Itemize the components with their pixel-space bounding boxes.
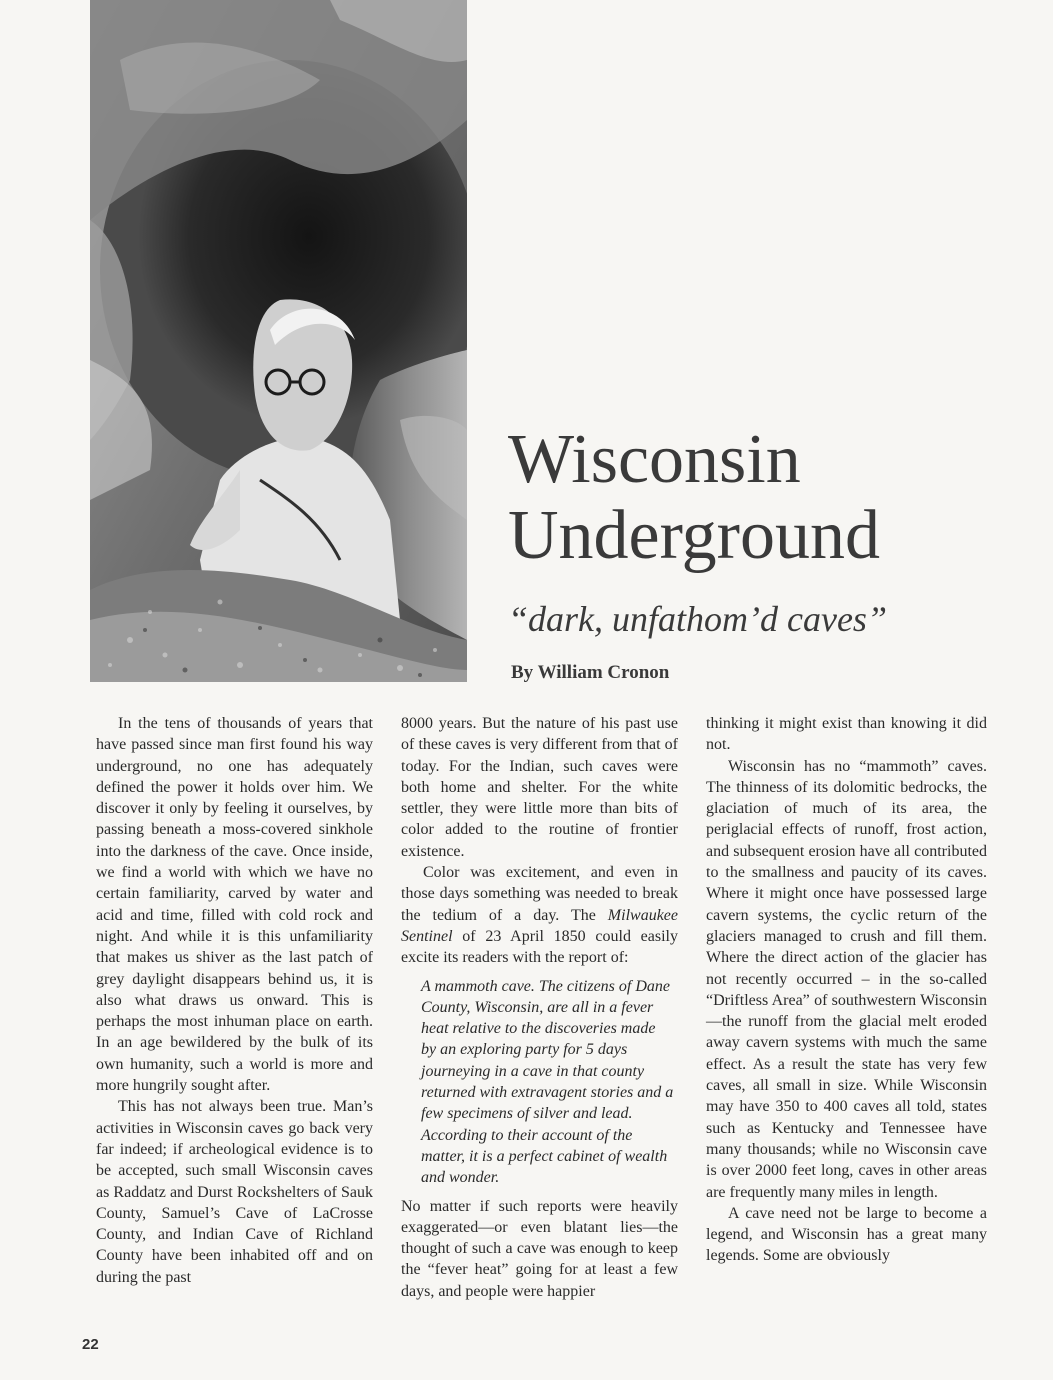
article-title-line-1: Wisconsin — [508, 421, 801, 498]
paragraph: This has not always been true. Man’s activities in Wisconsin caves go back very far indeed; if archeological evidence is to be accepted, such small Wisconsin caves as Raddatz and Durst Rockshelters of Sauk County, Samuel’s Cave of LaCrosse County, and Indian Cave of Richland County have been inhabited off and on during the past — [96, 1098, 373, 1286]
article-byline: By William Cronon — [511, 662, 670, 683]
cave-explorer-photo — [90, 0, 467, 682]
text-column-2 — [401, 713, 678, 1302]
text-column-1 — [96, 713, 373, 1288]
paragraph-text: Color was excitement, and even in those days something was needed to break the tedium of a day. The — [401, 864, 678, 924]
paragraph — [401, 862, 678, 968]
paragraph-text: of 23 April 1850 could easily excite its readers with the report of: — [401, 927, 678, 967]
article-title-line-2: Underground — [508, 497, 880, 574]
paragraph: A cave need not be large to become a legend, and Wisconsin has a great many legends. Some are obviously — [706, 1204, 987, 1265]
newspaper-name: Milwaukee Sentinel — [401, 906, 678, 945]
paragraph: No matter if such reports were heavily exaggerated—or even blatant lies—the thought of such a cave was enough to keep the “fever heat” going for at least a few days, and people were happier — [401, 1197, 678, 1300]
cave-photo-illustration — [90, 0, 467, 682]
page-number: 22 — [82, 1336, 99, 1353]
article-title — [508, 422, 880, 574]
article-subtitle: “dark, unfathom’d caves” — [508, 599, 887, 639]
paragraph-continued: thinking it might exist than knowing it did not. — [706, 715, 987, 754]
text-column-3 — [706, 713, 987, 1267]
paragraph: In the tens of thousands of years that have passed since man first found his way underground, no one has adequately defined the power it holds over him. We discover it only by feeling it ourselves, by passing beneath a moss-covered sinkhole into the darkness of the cave. Once inside, we find a world with which we have no certain familiarity, carved by water and acid and time, filled with cold rock and night. And while it is this unfamiliarity that makes us shiver as the last patch of grey daylight disappears behind us, it is also what draws us onward. This is perhaps the most inhuman place on earth. In an age bewildered by the bulk of its own humanity, such a world is more and more hungrily sought after. — [96, 715, 373, 1095]
paragraph-continued: 8000 years. But the nature of his past use of these caves is very different from that of today. For the Indian, such caves were both home and shelter. For the white settler, they were little more than bits of color added to the routine of frontier existence. — [401, 715, 678, 860]
newspaper-quote: A mammoth cave. The citizens of Dane County, Wisconsin, are all in a fever heat relative to the discoveries made by an exploring party for 5 days journeying in a cave in that county returned with extravagent stories and a few specimens of silver and lead. According to their account of the matter, it is a perfect cabinet of wealth and wonder. — [421, 977, 674, 1187]
paragraph: Wisconsin has no “mammoth” caves. The thinness of its dolomitic bedrocks, the glaciation of much of its area, the periglacial effects of runoff, frost action, and subsequent erosion have all contributed to the smallness and paucity of its caves. Where it might once have possessed large cavern systems, the cyclic return of the glaciers managed to crush and fill them. Where the direct action of the glacier has not recently occurred – in the so-called “Driftless Area” of southwestern Wisconsin—the runoff from the glacial melt eroded away cavern systems with much the same effect. As a result the state has very few caves, all small in size. While Wisconsin may have 350 to 400 caves all told, states such as Kentucky and Tennessee have many thousands; while no Wisconsin cave is over 2000 feet long, caves in other areas are frequently many miles in length. — [706, 757, 987, 1201]
